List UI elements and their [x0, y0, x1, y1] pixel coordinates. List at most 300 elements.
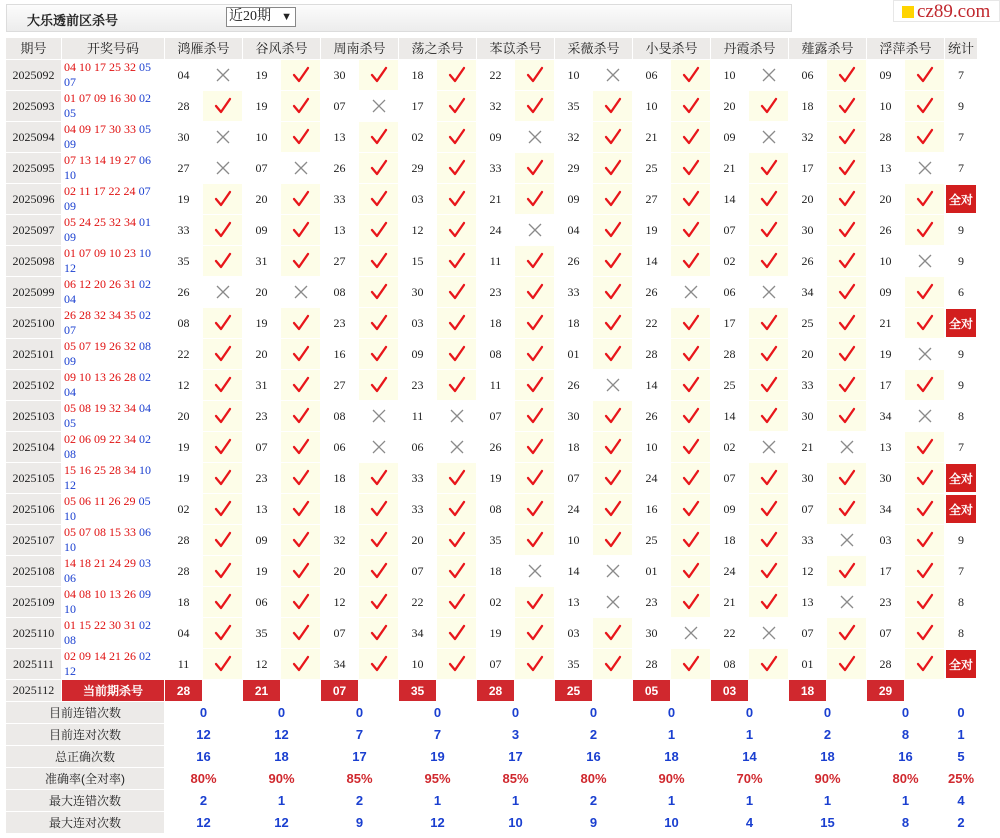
kill-number: 09: [711, 494, 749, 525]
summary-value: 17: [321, 746, 399, 768]
check-icon: [281, 60, 321, 91]
summary-total: 5: [945, 746, 978, 768]
kill-number: 22: [399, 587, 437, 618]
kill-number: 07: [243, 432, 281, 463]
kill-number: 33: [789, 525, 827, 556]
period-number: 2025095: [6, 153, 62, 184]
front-numbers: 01 15 22 30 31: [64, 618, 136, 632]
kill-number: 11: [477, 370, 515, 401]
check-icon: [359, 587, 399, 618]
kill-number: 06: [711, 277, 749, 308]
front-numbers: 15 16 25 28 34: [64, 463, 136, 477]
all-correct-badge: 全对: [946, 495, 976, 523]
kill-number: 26: [477, 432, 515, 463]
kill-number: 06: [243, 587, 281, 618]
back-numbers: 02 05: [64, 91, 151, 120]
cross-icon: [281, 153, 321, 184]
period-number: 2025102: [6, 370, 62, 401]
check-icon: [515, 525, 555, 556]
kill-number: 20: [789, 184, 827, 215]
kill-number: 17: [789, 153, 827, 184]
check-icon: [281, 246, 321, 277]
summary-value: 2: [555, 724, 633, 746]
front-numbers: 01 07 09 10 23: [64, 246, 136, 260]
period-number: 2025109: [6, 587, 62, 618]
check-icon: [515, 60, 555, 91]
kill-number: 08: [321, 277, 359, 308]
kill-number: 10: [711, 60, 749, 91]
cross-icon: [671, 618, 711, 649]
kill-number: 21: [711, 587, 749, 618]
draw-numbers: [62, 587, 165, 618]
kill-number: 12: [321, 587, 359, 618]
draw-numbers: [62, 60, 165, 91]
draw-numbers: [62, 91, 165, 122]
cross-icon: [359, 401, 399, 432]
kill-number: 06: [399, 432, 437, 463]
current-kill-number: 07: [321, 680, 359, 702]
check-icon: [905, 525, 945, 556]
check-icon: [203, 91, 243, 122]
check-icon: [593, 215, 633, 246]
check-icon: [905, 618, 945, 649]
kill-number: 21: [711, 153, 749, 184]
check-icon: [203, 494, 243, 525]
check-icon: [281, 556, 321, 587]
kill-number: 13: [243, 494, 281, 525]
summary-value: 4: [711, 812, 789, 834]
check-icon: [905, 587, 945, 618]
brand-square-icon: [902, 6, 914, 18]
draw-numbers: [62, 649, 165, 680]
column-header-expert[interactable]: 谷风杀号: [243, 38, 321, 60]
correct-count: 7: [958, 563, 964, 578]
check-icon: [437, 649, 477, 680]
check-icon: [827, 370, 867, 401]
summary-value: 14: [711, 746, 789, 768]
kill-number: 34: [867, 494, 905, 525]
stat-cell: [945, 587, 978, 618]
summary-value: 1: [399, 790, 477, 812]
kill-number: 30: [633, 618, 671, 649]
summary-total: 25%: [945, 768, 978, 790]
summary-total: 2: [945, 812, 978, 834]
stat-cell: [945, 525, 978, 556]
kill-number: 01: [633, 556, 671, 587]
check-icon: [515, 91, 555, 122]
kill-number: 10: [555, 525, 593, 556]
column-header-expert[interactable]: 浮萍杀号: [867, 38, 945, 60]
check-icon: [281, 463, 321, 494]
summary-value: 90%: [789, 768, 867, 790]
summary-value: 7: [399, 724, 477, 746]
check-icon: [749, 91, 789, 122]
kill-number: 13: [555, 587, 593, 618]
kill-number: 30: [789, 401, 827, 432]
kill-number: 17: [867, 556, 905, 587]
check-icon: [671, 525, 711, 556]
kill-number: 01: [555, 339, 593, 370]
kill-number: 19: [477, 463, 515, 494]
check-icon: [827, 277, 867, 308]
current-kill-number: 28: [477, 680, 515, 702]
check-icon: [671, 215, 711, 246]
check-icon: [749, 246, 789, 277]
kill-number: 30: [789, 215, 827, 246]
summary-value: 12: [399, 812, 477, 834]
summary-value: 0: [321, 702, 399, 724]
kill-number: 33: [789, 370, 827, 401]
brand-logo[interactable]: [893, 0, 1000, 22]
summary-value: 0: [555, 702, 633, 724]
cross-icon: [359, 91, 399, 122]
kill-number: 07: [321, 91, 359, 122]
check-icon: [437, 153, 477, 184]
cross-icon: [749, 618, 789, 649]
kill-number: 06: [633, 60, 671, 91]
front-numbers: 26 28 32 34 35: [64, 308, 136, 322]
summary-label: 准确率(全对率): [6, 768, 165, 790]
front-numbers: 04 10 17 25 32: [64, 60, 136, 74]
kill-number: 24: [633, 463, 671, 494]
check-icon: [593, 308, 633, 339]
back-numbers: 02 12: [64, 649, 151, 678]
check-icon: [749, 215, 789, 246]
summary-label: 最大连错次数: [6, 790, 165, 812]
stat-cell: [945, 556, 978, 587]
summary-value: 0: [633, 702, 711, 724]
kill-number: 10: [633, 432, 671, 463]
check-icon: [203, 618, 243, 649]
kill-number: 09: [243, 525, 281, 556]
front-numbers: 09 10 13 26 28: [64, 370, 136, 384]
current-kill-number: 35: [399, 680, 437, 702]
stat-cell: [945, 432, 978, 463]
kill-number: 06: [789, 60, 827, 91]
column-header-stat: 统计: [945, 38, 978, 60]
summary-value: 70%: [711, 768, 789, 790]
kill-number: 30: [165, 122, 203, 153]
kill-number: 07: [789, 618, 827, 649]
check-icon: [359, 339, 399, 370]
kill-number: 23: [243, 463, 281, 494]
kill-number: 28: [165, 91, 203, 122]
back-numbers: 02 07: [64, 308, 151, 337]
summary-value: 1: [789, 790, 867, 812]
check-icon: [515, 246, 555, 277]
check-icon: [281, 587, 321, 618]
check-icon: [749, 587, 789, 618]
kill-number: 32: [555, 122, 593, 153]
period-range-select[interactable]: [226, 7, 296, 27]
current-kill-blank: [515, 680, 555, 702]
stat-cell: [945, 494, 978, 525]
check-icon: [359, 618, 399, 649]
kill-number: 18: [711, 525, 749, 556]
front-numbers: 02 09 14 21 26: [64, 649, 136, 663]
check-icon: [281, 525, 321, 556]
summary-value: 3: [477, 724, 555, 746]
check-icon: [671, 494, 711, 525]
column-header-expert[interactable]: 采薇杀号: [555, 38, 633, 60]
kill-number: 23: [867, 587, 905, 618]
kill-number: 15: [399, 246, 437, 277]
kill-number: 19: [165, 432, 203, 463]
check-icon: [203, 556, 243, 587]
summary-value: 16: [555, 746, 633, 768]
period-number: 2025104: [6, 432, 62, 463]
summary-value: 85%: [477, 768, 555, 790]
check-icon: [515, 401, 555, 432]
kill-number: 07: [477, 401, 515, 432]
kill-number: 04: [165, 60, 203, 91]
back-numbers: 02 08: [64, 432, 151, 461]
cross-icon: [827, 587, 867, 618]
kill-number: 34: [867, 401, 905, 432]
front-numbers: 14 18 21 24 29: [64, 556, 136, 570]
check-icon: [437, 494, 477, 525]
check-icon: [437, 215, 477, 246]
check-icon: [905, 184, 945, 215]
check-icon: [593, 649, 633, 680]
back-numbers: 05 09: [64, 122, 151, 151]
kill-number: 30: [555, 401, 593, 432]
kill-number: 02: [399, 122, 437, 153]
check-icon: [437, 308, 477, 339]
current-kill-blank: [593, 680, 633, 702]
kill-number: 18: [555, 432, 593, 463]
current-kill-number: 25: [555, 680, 593, 702]
draw-numbers: [62, 432, 165, 463]
check-icon: [359, 463, 399, 494]
check-icon: [749, 525, 789, 556]
kill-number: 11: [165, 649, 203, 680]
kill-number: 26: [633, 401, 671, 432]
summary-value: 80%: [867, 768, 945, 790]
check-icon: [905, 277, 945, 308]
check-icon: [359, 246, 399, 277]
check-icon: [203, 401, 243, 432]
check-icon: [515, 370, 555, 401]
summary-value: 12: [243, 812, 321, 834]
summary-label: 目前连错次数: [6, 702, 165, 724]
cross-icon: [203, 60, 243, 91]
kill-number: 30: [867, 463, 905, 494]
summary-value: 12: [243, 724, 321, 746]
kill-number: 23: [399, 370, 437, 401]
check-icon: [905, 556, 945, 587]
kill-number: 19: [243, 91, 281, 122]
kill-number: 23: [321, 308, 359, 339]
check-icon: [827, 618, 867, 649]
draw-numbers: [62, 277, 165, 308]
kill-number: 13: [321, 122, 359, 153]
kill-number: 13: [321, 215, 359, 246]
back-numbers: 07 09: [64, 184, 151, 213]
check-icon: [515, 432, 555, 463]
cross-icon: [515, 556, 555, 587]
kill-number: 33: [477, 153, 515, 184]
kill-number: 24: [555, 494, 593, 525]
current-kill-label: 当前期杀号: [62, 680, 165, 702]
check-icon: [359, 60, 399, 91]
current-kill-blank: [359, 680, 399, 702]
check-icon: [437, 525, 477, 556]
column-header-expert[interactable]: 荡之杀号: [399, 38, 477, 60]
kill-number: 33: [165, 215, 203, 246]
chevron-down-icon: ▼: [281, 11, 292, 23]
period-number: 2025103: [6, 401, 62, 432]
kill-number: 07: [867, 618, 905, 649]
kill-number: 08: [477, 494, 515, 525]
period-number: 2025094: [6, 122, 62, 153]
draw-numbers: [62, 370, 165, 401]
check-icon: [515, 277, 555, 308]
kill-number: 02: [711, 432, 749, 463]
period-number: 2025096: [6, 184, 62, 215]
check-icon: [359, 277, 399, 308]
front-numbers: 05 24 25 32 34: [64, 215, 136, 229]
correct-count: 7: [958, 439, 964, 454]
column-header-period: 期号: [6, 38, 62, 60]
kill-number: 07: [555, 463, 593, 494]
kill-number: 07: [477, 649, 515, 680]
check-icon: [593, 277, 633, 308]
current-kill-blank: [749, 680, 789, 702]
kill-number: 19: [243, 308, 281, 339]
page-title: 大乐透前区杀号: [27, 13, 119, 28]
current-kill-number: 03: [711, 680, 749, 702]
column-header-expert[interactable]: 薤露杀号: [789, 38, 867, 60]
kill-number: 35: [555, 91, 593, 122]
column-header-expert[interactable]: 丹霞杀号: [711, 38, 789, 60]
check-icon: [671, 463, 711, 494]
check-icon: [437, 184, 477, 215]
front-numbers: 05 06 11 26 29: [64, 494, 136, 508]
check-icon: [671, 401, 711, 432]
cross-icon: [593, 587, 633, 618]
kill-number: 09: [867, 60, 905, 91]
kill-number: 18: [477, 308, 515, 339]
check-icon: [593, 618, 633, 649]
back-numbers: 06 10: [64, 153, 151, 182]
check-icon: [359, 370, 399, 401]
check-icon: [827, 91, 867, 122]
kill-number: 33: [399, 494, 437, 525]
summary-value: 18: [789, 746, 867, 768]
kill-number: 13: [867, 432, 905, 463]
kill-number: 35: [555, 649, 593, 680]
check-icon: [827, 463, 867, 494]
check-icon: [515, 463, 555, 494]
column-header-draw: 开奖号码: [62, 38, 165, 60]
summary-value: 18: [243, 746, 321, 768]
current-kill-number: 28: [165, 680, 203, 702]
column-header-expert[interactable]: 小旻杀号: [633, 38, 711, 60]
kill-number: 11: [399, 401, 437, 432]
correct-count: 8: [958, 625, 964, 640]
brand-text: cz89.com: [917, 1, 991, 22]
kill-number: 22: [165, 339, 203, 370]
kill-number: 24: [477, 215, 515, 246]
front-numbers: 05 07 19 26 32: [64, 339, 136, 353]
draw-numbers: [62, 401, 165, 432]
kill-number: 20: [243, 184, 281, 215]
kill-number: 32: [477, 91, 515, 122]
period-number: 2025098: [6, 246, 62, 277]
kill-number: 09: [555, 184, 593, 215]
cross-icon: [671, 277, 711, 308]
kill-number: 32: [321, 525, 359, 556]
kill-number: 19: [165, 463, 203, 494]
kill-number: 19: [633, 215, 671, 246]
kill-number: 26: [165, 277, 203, 308]
check-icon: [281, 494, 321, 525]
period-number: 2025108: [6, 556, 62, 587]
kill-number: 26: [789, 246, 827, 277]
draw-numbers: [62, 246, 165, 277]
period-number: 2025106: [6, 494, 62, 525]
stat-cell: [945, 277, 978, 308]
check-icon: [749, 649, 789, 680]
check-icon: [359, 184, 399, 215]
summary-value: 1: [633, 724, 711, 746]
all-correct-badge: 全对: [946, 185, 976, 213]
summary-value: 90%: [243, 768, 321, 790]
period-number: 2025099: [6, 277, 62, 308]
correct-count: 9: [958, 377, 964, 392]
column-header-expert[interactable]: 周南杀号: [321, 38, 399, 60]
correct-count: 6: [958, 284, 964, 299]
check-icon: [515, 308, 555, 339]
kill-number: 14: [633, 246, 671, 277]
summary-value: 0: [477, 702, 555, 724]
kill-number: 08: [321, 401, 359, 432]
check-icon: [437, 339, 477, 370]
kill-number: 09: [867, 277, 905, 308]
summary-value: 2: [789, 724, 867, 746]
kill-number: 27: [165, 153, 203, 184]
kill-number: 23: [243, 401, 281, 432]
current-kill-blank: [203, 680, 243, 702]
kill-number: 09: [399, 339, 437, 370]
check-icon: [671, 339, 711, 370]
kill-number: 07: [321, 618, 359, 649]
summary-value: 2: [165, 790, 243, 812]
summary-value: 85%: [321, 768, 399, 790]
period-number: 2025097: [6, 215, 62, 246]
kill-number: 18: [789, 91, 827, 122]
period-number: 2025100: [6, 308, 62, 339]
kill-number: 33: [321, 184, 359, 215]
kill-number: 20: [243, 277, 281, 308]
front-numbers: 04 08 10 13 26: [64, 587, 136, 601]
check-icon: [749, 153, 789, 184]
kill-number: 25: [711, 370, 749, 401]
kill-number: 07: [711, 463, 749, 494]
column-header-expert[interactable]: 鸿雁杀号: [165, 38, 243, 60]
kill-number: 28: [711, 339, 749, 370]
kill-number: 19: [165, 184, 203, 215]
front-numbers: 06 12 20 26 31: [64, 277, 136, 291]
cross-icon: [437, 432, 477, 463]
front-numbers: 02 06 09 22 34: [64, 432, 136, 446]
column-header-expert[interactable]: 苯苡杀号: [477, 38, 555, 60]
kill-number: 19: [243, 60, 281, 91]
stat-cell: [945, 246, 978, 277]
kill-number: 20: [321, 556, 359, 587]
cross-icon: [905, 246, 945, 277]
